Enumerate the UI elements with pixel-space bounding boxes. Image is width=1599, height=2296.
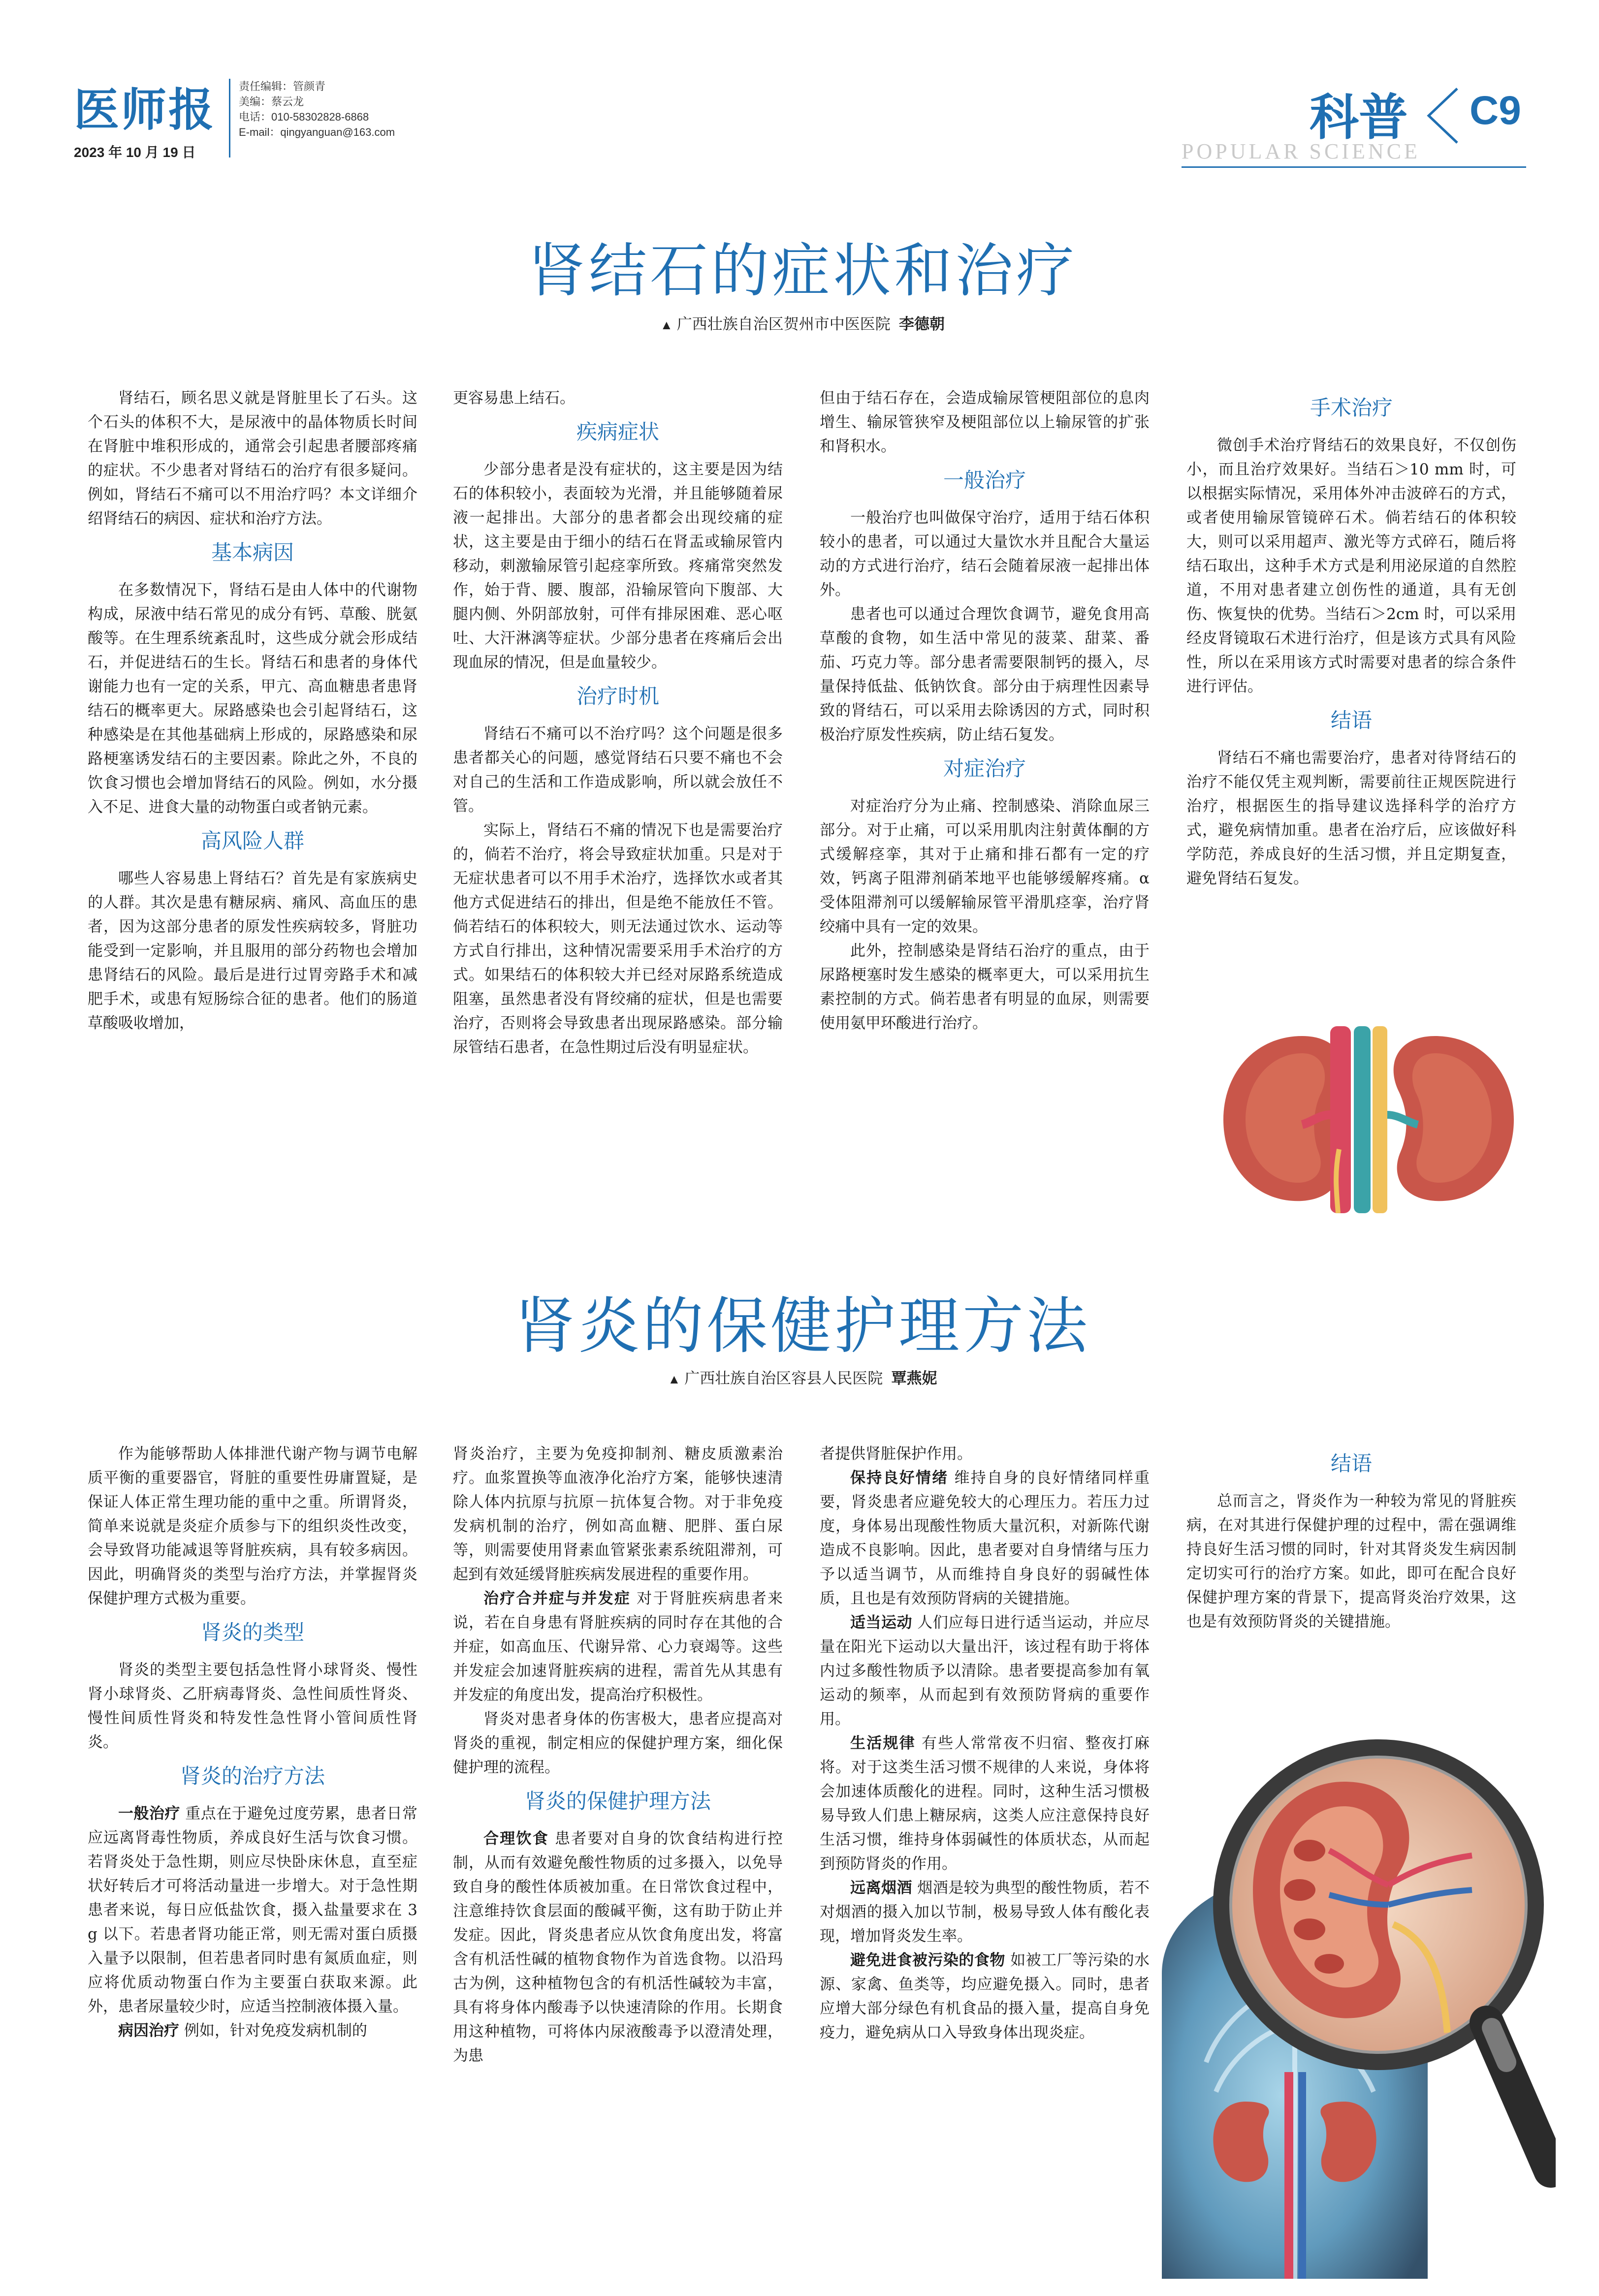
lead-diet: 合理饮食 [483,1830,549,1848]
article1-column-2 [453,386,783,1060]
heading-symptomatic-treatment: 对症治疗 [943,756,1026,781]
heading-conclusion: 结语 [1330,708,1372,732]
editor-credit: 责任编辑：管颜青 [239,80,326,93]
paragraph-symptoms: 少部分患者是没有症状的，这主要是因为结石的体积较小，表面较为光滑，并且能够随着尿液一起排出。大部分的患者都会出现绞痛的症状，这主要是由于细小的结石在肾盂或输尿管内移动，刺激输尿管引起痉挛所致。疼痛常突然发作，始于背、腰、腹部，沿输尿管向下腹部、大腿内侧、外阴部放射，可伴有排尿困难、恶心呕吐、大汗淋漓等症状。少部分患者在疼痛后会出现血尿的情况，但是血量较少。 [453,461,783,671]
chevron-left-icon [1423,86,1462,145]
kidney-illustration [1216,1026,1521,1213]
paragraph-continued: 更容易患上结石。 [453,389,575,407]
designer-credit: 美编：蔡云龙 [239,95,304,108]
article1-title: 肾结石的症状和治疗 [527,237,1077,305]
lead-exercise: 适当运动 [850,1614,912,1632]
paragraph-continued: 肾炎治疗，主要为免疫抑制剂、糖皮质激素治疗。血浆置换等血液净化治疗方案，能够快速清除人体内抗原与抗原－抗体复合物。对于非免疫发病机制的治疗，例如高血糖、肥胖、蛋白尿等，则需要使用肾素血管紧张素系统阻滞剂，可起到有效延缓肾脏疾病发展进程的重要作用。 [453,1445,783,1583]
lead-mood: 保持良好情绪 [850,1469,949,1487]
paragraph-basic-cause: 在多数情况下，肾结石是由人体中的代谢物构成，尿液中结石常见的成分有钙、草酸、胱氨酸等。在生理系统紊乱时，这些成分就会形成结石，并促进结石的生长。肾结石和患者的身体代谢能力也有一定的关系，甲亢、高血糖患者患肾结石的概率更大。尿路感染也会引起肾结石，这种感染是在其他基础病上形成的，尿路感染和尿路梗塞诱发结石的主要因素。除此之外，不良的饮食习惯也会增加肾结石的风险。例如，水分摄入不足、进食大量的动物蛋白或者钠元素。 [88,581,417,816]
triangle-marker-icon: ▲ [668,1372,681,1386]
header-rule [1182,166,1526,168]
paragraph-mood: 保持良好情绪 维持自身的良好情绪同样重要，肾炎患者应避免较大的心理压力。若压力过度，身体易出现酸性物质大量沉积，对新陈代谢造成不良影响。因此，患者要对自身情绪与压力予以适当调节，从而维持自身良好的弱碱性体质，且也是有效预防肾病的关键措施。 [820,1469,1150,1607]
paragraph-high-risk: 哪些人容易患上肾结石？首先是有家族病史的人群。其次是患有糖尿病、痛风、高血压的患者，因为这部分患者的原发性疾病较多，肾脏功能受到一定影响，并且服用的部分药物也会增加患肾结石的风险。最后是进行过胃旁路手术和减肥手术，或患有短肠综合征的患者。他们的肠道草酸吸收增加， [88,870,417,1032]
paragraph-continued: 者提供肾脏保护作用。 [820,1445,972,1463]
article2-column-3 [820,1442,1150,2045]
paragraph-polluted-food: 避免进食被污染的食物 如被工厂等污染的水源、家禽、鱼类等，均应避免摄入。同时，患者应增大部分绿色有机食品的摄入量，提高自身免疫力，避免病从口入导致身体出现炎症。 [820,1951,1150,2042]
paragraph-exercise: 适当运动 人们应每日进行适当运动，并应尽量在阳光下运动以大量出汗，该过程有助于将体内过多酸性物质予以清除。患者要提高参加有氧运动的频率，从而起到有效预防肾病的重要作用。 [820,1614,1150,1728]
paragraph-surgery: 微创手术治疗肾结石的效果良好，不仅创伤小，而且治疗效果好。当结石＞10 mm 时，可以根据实际情况，采用体外冲击波碎石的方式，或者使用输尿管镜碎石术。倘若结石的体积较大，则可以采用超声、激光等方式碎石，随后将结石取出，这种手术方式是利用泌尿道的自然腔道，不用对患者建立创伤性的通道，具有无创伤、恢复快的优势。当结石＞2cm 时，可以采用经皮肾镜取石术进行治疗，但是该方式具有风险性，所以在采用该方式时需要对患者的综合条件进行评估。 [1186,437,1516,695]
paragraph-general-2: 患者也可以通过合理饮食调节，避免食用高草酸的食物，如生活中常见的菠菜、甜菜、番茄、巧克力等。部分患者需要限制钙的摄入，尽量保持低盐、低钠饮食。部分由于病理性因素导致的肾结石，可以采用去除诱因的方式，同时积极治疗原发性疾病，防止结石复发。 [820,605,1150,744]
email-contact: E-mail：qingyanguan@163.com [239,126,395,138]
heading-symptoms: 疾病症状 [576,420,659,444]
heading-treatment-timing: 治疗时机 [576,684,659,708]
paragraph-smoke-alcohol: 远离烟酒 烟酒是较为典型的酸性物质，若不对烟酒的摄入加以节制，极易导致人体有酸化表现，增加肾炎发生率。 [820,1879,1150,1945]
paragraph-cause-treatment: 病因治疗 例如，针对免疫发病机制的 [118,2022,367,2040]
lead-routine: 生活规律 [850,1734,916,1752]
article2-author: 覃燕妮 [891,1370,937,1387]
paragraph-timing-2: 实际上，肾结石不痛的情况下也是需要治疗的，倘若不治疗，将会导致症状加重。只是对于无症状患者可以不用手术治疗，选择饮水或者其他方式促进结石的排出，但是绝不能放任不管。倘若结石的体积较大，则无法通过饮水、运动等方式自行排出，这种情况需要采用手术治疗的方式。如果结石的体积较大并已经对尿路系统造成阻塞，虽然患者没有肾绞痛的症状，但是也需要治疗，否则将会导致患者出现尿路感染。部分输尿管结石患者，在急性期过后没有明显症状。 [453,821,783,1056]
article2-title: 肾炎的保健护理方法 [514,1291,1090,1362]
magnifier-kidney-illustration [1132,1728,1556,2279]
article1-column-3 [820,386,1150,1036]
heading-basic-cause: 基本病因 [211,540,294,565]
article1-column-1 [88,386,417,1036]
lead-smoke: 远离烟酒 [850,1879,912,1897]
heading-nephritis-types: 肾炎的类型 [200,1620,304,1644]
lead-general: 一般治疗 [118,1805,180,1823]
lead-cause: 病因治疗 [118,2022,179,2040]
article1-affiliation: 广西壮族自治区贺州市中医医院 [676,315,891,333]
paragraph-conclusion: 总而言之，肾炎作为一种较为常见的肾脏疾病，在对其进行保健护理的过程中，需在强调维持良好生活习惯的同时，针对其肾炎发生病因制定切实可行的治疗方案。如此，即可在配合良好保健护理方案的背景下，提高肾炎治疗效果，这也是有效预防肾炎的关键措施。 [1186,1492,1516,1631]
article2-column-2 [453,1442,783,2068]
lead-pollution: 避免进食被污染的食物 [850,1951,1005,1969]
paragraph-general-treatment: 一般治疗 重点在于避免过度劳累，患者日常应远离肾毒性物质，养成良好生活与饮食习惯。若肾炎处于急性期，则应尽快卧床休息，直至症状好转后才可将活动量进一步增大。对于急性期患者来说，每日应低盐饮食，摄入盐量要求在 3 g 以下。若患者肾功能正常，则无需对蛋白质摄入量予以限制，但若患者同时患有氮质血症，则应将优质动物蛋白作为主要蛋白获取来源。此外，患者尿量较少时，应适当控制液体摄入量。 [88,1805,418,2015]
paragraph-timing-1: 肾结石不痛可以不治疗吗？这个问题是很多患者都关心的问题，感觉肾结石只要不痛也不会对自己的生活和工作造成影响，所以就会放任不管。 [453,725,783,815]
article2-intro: 作为能够帮助人体排泄代谢产物与调节电解质平衡的重要器官，肾脏的重要性毋庸置疑，是保证人体正常生理功能的重中之重。所谓肾炎，简单来说就是炎症介质参与下的组织炎性改变，会导致肾功能减退等肾脏疾病，具有较多病因。因此，明确肾炎的类型与治疗方法，并掌握肾炎保健护理方式极为重要。 [88,1445,417,1607]
lead-complication: 治疗合并症与并发症 [483,1590,631,1607]
heading-conclusion: 结语 [1330,1451,1372,1476]
newspaper-logo: 医师报 [74,84,216,136]
paragraph-symptomatic-1: 对症治疗分为止痛、控制感染、消除血尿三部分。对于止痛，可以采用肌肉注射黄体酮的方式缓解痉挛，其对于止痛和排石都有一定的疗效，钙离子阻滞剂硝苯地平也能够缓解疼痛。α 受体阻滞剂可以缓解输尿管平滑肌痉挛，治疗肾绞痛中具有一定的效果。 [820,797,1150,936]
section-name: 科普 [1310,89,1408,146]
paragraph-complication-2: 肾炎对患者身体的伤害极大，患者应提高对肾炎的重视，制定相应的保健护理方案，细化保健护理的流程。 [453,1710,783,1776]
section-english: POPULAR SCIENCE [1182,139,1420,163]
paragraph-symptomatic-2: 此外，控制感染是肾结石治疗的重点，由于尿路梗塞时发生感染的概率更大，可以采用抗生素控制的方式。倘若患者有明显的血尿，则需要使用氨甲环酸进行治疗。 [820,942,1150,1032]
paragraph-diet: 合理饮食 患者要对自身的饮食结构进行控制，从而有效避免酸性物质的过多摄入，以免导致自身的酸性体质被加重。在日常饮食过程中，注意维持饮食层面的酸碱平衡，这有助于防止并发症。因此，肾炎患者应从饮食角度出发，将富含有机活性碱的植物食物作为首选食物。以沿玛古为例，这种植物包含的有机活性碱较为丰富，具有将身体内酸毒予以快速清除的作用。长期食用这种植物，可将体内尿液酸毒予以澄清处理，为患 [453,1830,783,2065]
article1-author: 李德朝 [898,315,945,333]
heading-care-methods: 肾炎的保健护理方法 [524,1789,711,1813]
triangle-marker-icon: ▲ [660,317,673,332]
article2-affiliation: 广西壮族自治区容县人民医院 [684,1370,883,1387]
article1-column-4 [1186,386,1516,891]
article2-column-1 [88,1442,417,2043]
paragraph-conclusion: 肾结石不痛也需要治疗，患者对待肾结石的治疗不能仅凭主观判断，需要前往正规医院进行治疗，根据医生的指导建议选择科学的治疗方式，避免病情加重。患者在治疗后，应该做好科学防范，养成良好的生活习惯，并且定期复查，避免肾结石复发。 [1186,749,1516,887]
phone-contact: 电话：010-58302828-6868 [239,111,369,123]
paragraph-continued: 但由于结石存在，会造成输尿管梗阻部位的息肉增生、输尿管狭窄及梗阻部位以上输尿管的扩张和肾积水。 [820,389,1150,455]
page-number: C9 [1470,88,1521,133]
paragraph-routine: 生活规律 有些人常常夜不归宿、整夜打麻将。对于这类生活习惯不规律的人来说，身体将会加速体质酸化的进程。同时，这种生活习惯极易导致人们患上糖尿病，这类人应注意保持良好生活习惯，维持身体弱碱性的体质状态，从而起到预防肾炎的作用。 [820,1734,1150,1873]
heading-nephritis-treatment: 肾炎的治疗方法 [180,1764,325,1788]
article1-byline [443,312,1162,334]
article2-column-4 [1186,1442,1516,1634]
article1-intro: 肾结石，顾名思义就是肾脏里长了石头。这个石头的体积不大，是尿液中的晶体物质长时间在肾脏中堆积形成的，通常会引起患者腰部疼痛的症状。不少患者对肾结石的治疗有很多疑问。例如，肾结石不痛可以不用治疗吗？本文详细介绍肾结石的病因、症状和治疗方法。 [88,389,417,528]
paragraph-types: 肾炎的类型主要包括急性肾小球肾炎、慢性肾小球肾炎、乙肝病毒肾炎、急性间质性肾炎、慢性间质性肾炎和特发性急性肾小管间质性肾炎。 [88,1661,417,1751]
paragraph-complication-1: 治疗合并症与并发症 对于肾脏疾病患者来说，若在自身患有肾脏疾病的同时存在其他的合并症，如高血压、代谢异常、心力衰竭等。这些并发症会加速肾脏疾病的进程，需首先从其患有并发症的角度出发，提高治疗积极性。 [453,1590,783,1704]
heading-general-treatment: 一般治疗 [943,468,1026,492]
paragraph-general-1: 一般治疗也叫做保守治疗，适用于结石体积较小的患者，可以通过大量饮水并且配合大量运动的方式进行治疗，结石会随着尿液一起排出体外。 [820,509,1150,599]
issue-date: 2023 年 10 月 19 日 [74,145,196,160]
editorial-info [239,79,395,140]
heading-high-risk: 高风险人群 [200,829,304,853]
heading-surgery: 手术治疗 [1310,396,1393,420]
article2-byline [443,1366,1162,1388]
masthead-divider [229,79,230,157]
